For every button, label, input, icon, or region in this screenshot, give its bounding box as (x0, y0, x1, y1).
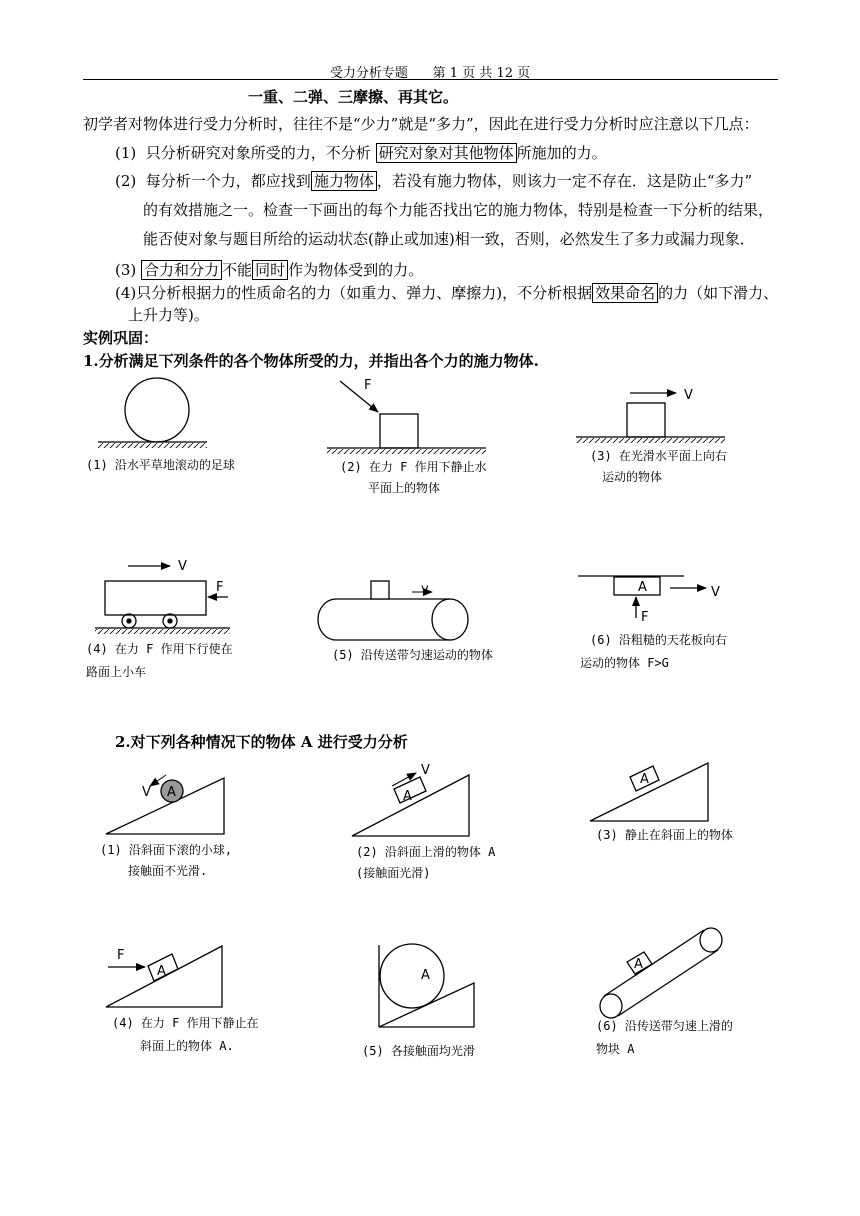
label-v: v (421, 582, 429, 597)
boxed-term: 效果命名 (592, 283, 658, 303)
header-page-number: 第 1 页 共 12 页 (432, 66, 531, 81)
point-1: (1) 只分析研究对象所受的力，不分析 研究对象对其他物体 所施加的力。 (115, 144, 607, 162)
label-F: F (117, 948, 125, 963)
label-A: A (640, 772, 649, 787)
q2-caption-5: (5) 各接触面均光滑 (362, 1044, 475, 1058)
q2-caption-2b: (接触面光滑) (356, 866, 431, 880)
q2-caption-4a: (4) 在力 F 作用下静止在 (112, 1016, 259, 1030)
label-A: A (157, 964, 166, 979)
question-1-title: 1.分析满足下列条件的各个物体所受的力，并指出各个力的施力物体. (83, 352, 539, 370)
q1-caption-2a: (2) 在力 F 作用下静止水 (340, 460, 487, 474)
q2-caption-6a: (6) 沿传送带匀速上滑的 (596, 1019, 733, 1033)
point-4-line-2: 上升力等)。 (128, 306, 209, 324)
q1-figure-2-block-force (327, 381, 486, 454)
label-A: A (167, 785, 176, 800)
q2-figure-1-ball-slope (106, 775, 224, 834)
label-V: V (178, 559, 187, 574)
label-V: V (684, 388, 693, 403)
point-3: (3) 合力和分力 不能 同时 作为物体受到的力。 (115, 261, 424, 279)
label-F: F (216, 580, 224, 595)
q2-figure-5-ball-wall-slope (379, 944, 474, 1027)
label-A: A (421, 968, 430, 983)
q2-caption-1a: (1) 沿斜面下滚的小球, (100, 843, 233, 857)
q2-caption-1b: 接触面不光滑. (128, 864, 208, 878)
q1-caption-5: (5) 沿传送带匀速运动的物体 (332, 648, 493, 662)
q1-caption-1: (1) 沿水平草地滚动的足球 (86, 458, 235, 472)
boxed-term: 同时 (252, 260, 288, 280)
section-heading: 一重、二弹、三摩擦、再其它。 (248, 88, 459, 106)
label-V: V (421, 763, 430, 778)
point-4: (4)只分析根据力的性质命名的力（如重力、弹力、摩擦力)，不分析根据 效果命名 的力（如下滑力、 (115, 284, 779, 302)
label-F: F (364, 378, 372, 393)
label-A: A (638, 580, 647, 595)
label-A: A (403, 789, 412, 804)
boxed-term: 施力物体 (311, 171, 377, 191)
q2-figure-6-inclined-conveyor (600, 928, 722, 1018)
q2-figure-3-block-rest-slope (590, 763, 708, 821)
q1-caption-6b: 运动的物体 F>G (580, 656, 669, 670)
q1-caption-6a: (6) 沿粗糙的天花板向右 (590, 633, 727, 647)
q2-caption-3: (3) 静止在斜面上的物体 (596, 828, 733, 842)
q1-figure-4-cart (95, 566, 230, 634)
q1-caption-3b: 运动的物体 (602, 470, 663, 484)
q1-figure-5-conveyor (318, 581, 468, 640)
point-2-line-3: 能否使对象与题目所给的运动状态(静止或加速)相一致，否则，必然发生了多力或漏力现象． (143, 230, 755, 248)
q1-caption-4b: 路面上小车 (86, 665, 147, 679)
q1-figure-1-football (98, 378, 207, 448)
q2-caption-2a: (2) 沿斜面上滑的物体 A (356, 845, 496, 859)
examples-title: 实例巩固： (83, 329, 159, 347)
q1-caption-2b: 平面上的物体 (368, 481, 441, 495)
q2-caption-4b: 斜面上的物体 A. (140, 1039, 234, 1053)
point-2-line-2: 的有效措施之一。检查一下画出的每个力能否找出它的施力物体，特别是检查一下分析的结果， (143, 201, 774, 219)
point-2: (2) 每分析一个力，都应找到 施力物体 ，若没有施力物体，则该力一定不存在．这是防止“多力” (115, 172, 753, 190)
q1-caption-3a: (3) 在光滑水平面上向右 (590, 449, 727, 463)
label-F: F (641, 610, 649, 625)
header-title: 受力分析专题 (329, 66, 408, 81)
q1-caption-4a: (4) 在力 F 作用下行使在 (86, 642, 233, 656)
question-2-title: 2.对下列各种情况下的物体 A 进行受力分析 (115, 733, 408, 751)
intro-paragraph: 初学者对物体进行受力分析时，往往不是“少力”就是“多力”，因此在进行受力分析时应注意以下几点： (83, 115, 759, 133)
q1-figure-3-block-smooth (576, 393, 725, 443)
boxed-term: 研究对象对其他物体 (376, 143, 517, 163)
label-V: V (711, 585, 720, 600)
label-V: V (142, 785, 151, 800)
q2-caption-6b: 物块 A (596, 1042, 635, 1056)
boxed-term: 合力和分力 (141, 260, 222, 280)
label-A: A (634, 957, 643, 972)
q2-figure-2-block-up-slope (352, 773, 469, 836)
